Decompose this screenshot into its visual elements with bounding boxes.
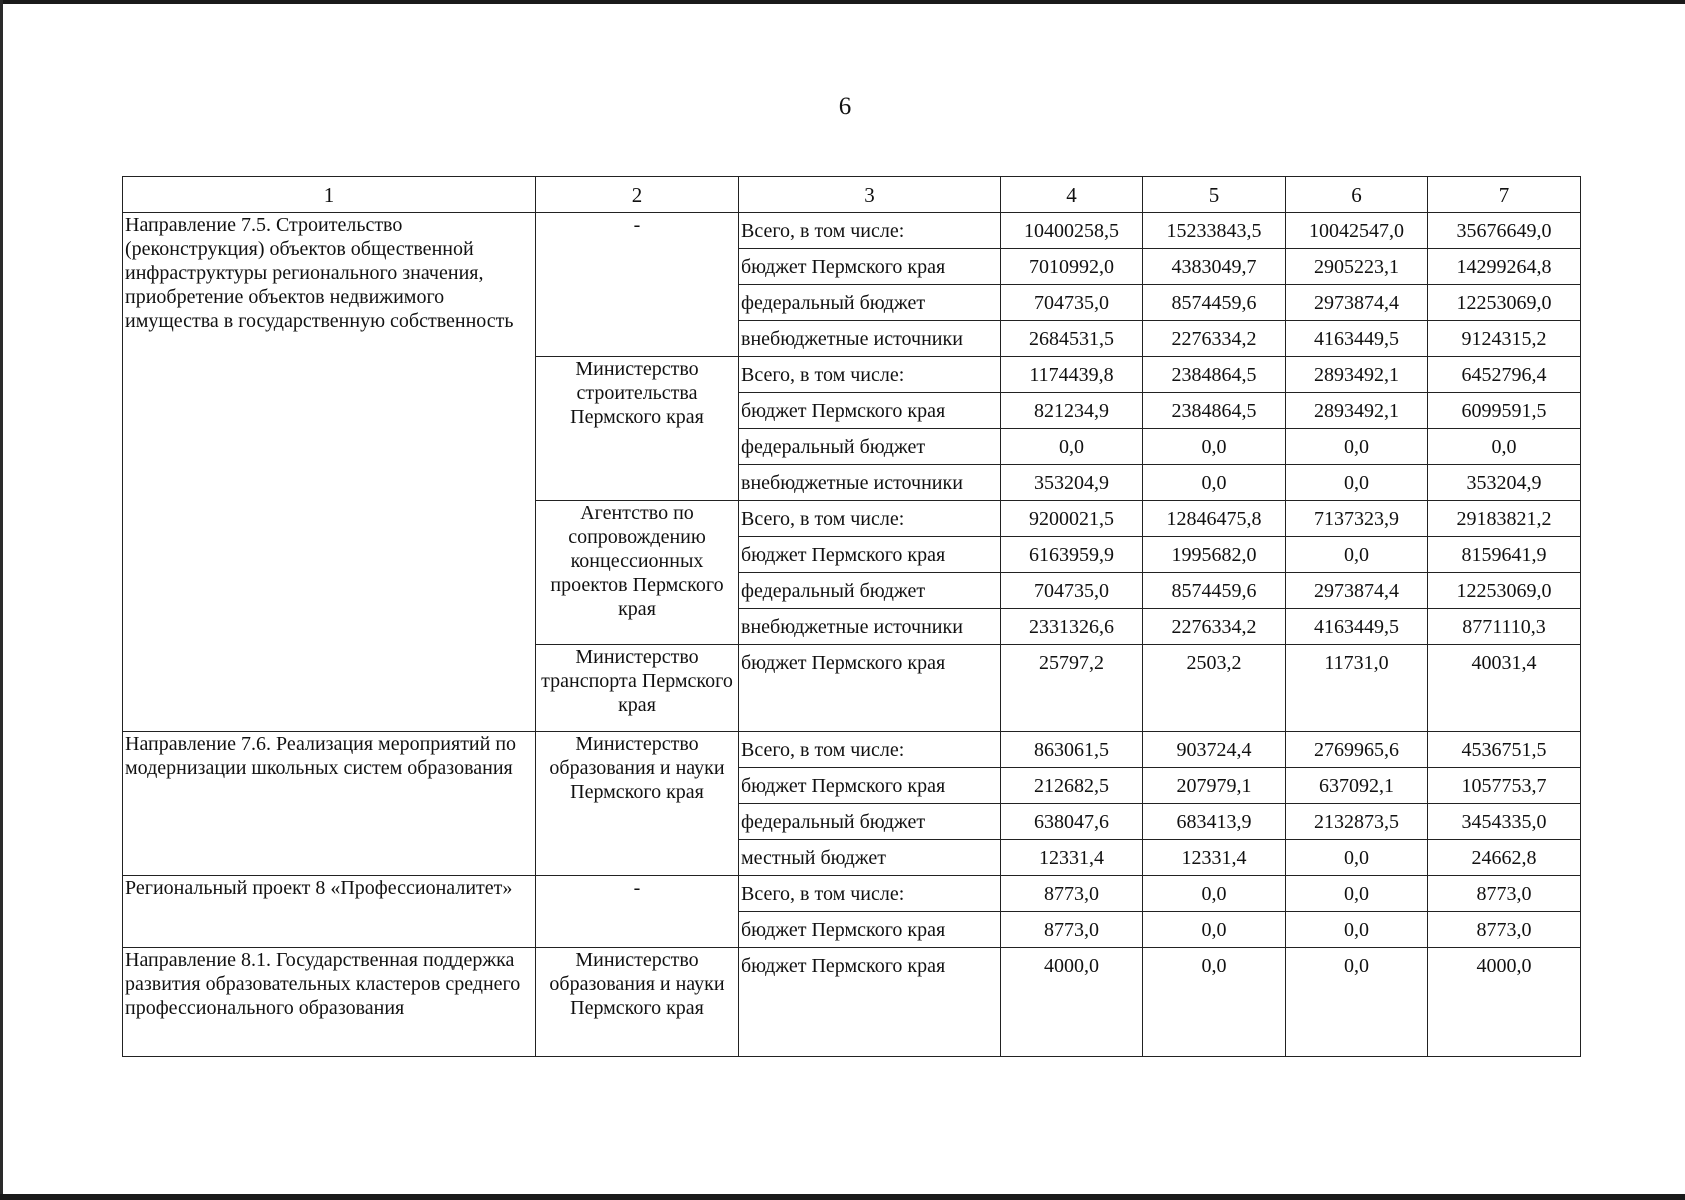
value-cell: 10400258,5 bbox=[1001, 213, 1143, 249]
direction-name: Направление 7.6. Реализация мероприятий по модернизации школьных систем образования bbox=[123, 732, 536, 876]
page-number: 6 bbox=[838, 93, 852, 120]
value-cell: 40031,4 bbox=[1428, 645, 1581, 732]
header-row bbox=[123, 177, 1581, 213]
value-cell: 4383049,7 bbox=[1143, 249, 1286, 285]
executor-name: Министерство образования и науки Пермского края bbox=[536, 732, 739, 876]
value-cell: 2384864,5 bbox=[1143, 393, 1286, 429]
direction-name: Направление 7.5. Строительство (реконструкция) объектов общественной инфраструктуры регионального значения, приобретение объектов недвижимого имущества в государственную собственность bbox=[123, 213, 536, 732]
funding-source-label: внебюджетные источники bbox=[739, 609, 1001, 645]
value-cell: 0,0 bbox=[1286, 912, 1428, 948]
executor-name: - bbox=[536, 876, 739, 948]
value-cell: 12253069,0 bbox=[1428, 573, 1581, 609]
value-cell: 2893492,1 bbox=[1286, 357, 1428, 393]
value-cell: 25797,2 bbox=[1001, 645, 1143, 732]
value-cell: 7010992,0 bbox=[1001, 249, 1143, 285]
value-cell: 0,0 bbox=[1001, 429, 1143, 465]
funding-source-label: Всего, в том числе: bbox=[739, 357, 1001, 393]
value-cell: 6099591,5 bbox=[1428, 393, 1581, 429]
value-cell: 8574459,6 bbox=[1143, 285, 1286, 321]
value-cell: 1995682,0 bbox=[1143, 537, 1286, 573]
funding-source-label: бюджет Пермского края bbox=[739, 768, 1001, 804]
value-cell: 8773,0 bbox=[1001, 876, 1143, 912]
value-cell: 821234,9 bbox=[1001, 393, 1143, 429]
value-cell: 2684531,5 bbox=[1001, 321, 1143, 357]
header-cell-7: 7 bbox=[1428, 177, 1581, 213]
value-cell: 4163449,5 bbox=[1286, 321, 1428, 357]
value-cell: 9200021,5 bbox=[1001, 501, 1143, 537]
value-cell: 638047,6 bbox=[1001, 804, 1143, 840]
value-cell: 2384864,5 bbox=[1143, 357, 1286, 393]
value-cell: 0,0 bbox=[1143, 429, 1286, 465]
value-cell: 2276334,2 bbox=[1143, 321, 1286, 357]
table-row bbox=[123, 948, 1581, 1057]
value-cell: 207979,1 bbox=[1143, 768, 1286, 804]
executor-name: Министерство строительства Пермского края bbox=[536, 357, 739, 501]
value-cell: 2769965,6 bbox=[1286, 732, 1428, 768]
funding-source-label: внебюджетные источники bbox=[739, 321, 1001, 357]
value-cell: 2331326,6 bbox=[1001, 609, 1143, 645]
value-cell: 0,0 bbox=[1286, 537, 1428, 573]
value-cell: 2973874,4 bbox=[1286, 573, 1428, 609]
value-cell: 8773,0 bbox=[1001, 912, 1143, 948]
value-cell: 8773,0 bbox=[1428, 912, 1581, 948]
funding-source-label: Всего, в том числе: bbox=[739, 501, 1001, 537]
value-cell: 0,0 bbox=[1143, 912, 1286, 948]
executor-name: Агентство по сопровождению концессионных проектов Пермского края bbox=[536, 501, 739, 645]
value-cell: 6452796,4 bbox=[1428, 357, 1581, 393]
value-cell: 1057753,7 bbox=[1428, 768, 1581, 804]
header-cell-1: 1 bbox=[123, 177, 536, 213]
value-cell: 903724,4 bbox=[1143, 732, 1286, 768]
scan-border-top bbox=[0, 0, 1685, 4]
funding-source-label: бюджет Пермского края bbox=[739, 537, 1001, 573]
funding-source-label: федеральный бюджет bbox=[739, 429, 1001, 465]
value-cell: 353204,9 bbox=[1428, 465, 1581, 501]
value-cell: 4000,0 bbox=[1428, 948, 1581, 1057]
funding-source-label: бюджет Пермского края bbox=[739, 393, 1001, 429]
funding-source-label: федеральный бюджет bbox=[739, 804, 1001, 840]
funding-source-label: бюджет Пермского края bbox=[739, 645, 1001, 732]
value-cell: 11731,0 bbox=[1286, 645, 1428, 732]
value-cell: 7137323,9 bbox=[1286, 501, 1428, 537]
value-cell: 10042547,0 bbox=[1286, 213, 1428, 249]
value-cell: 4163449,5 bbox=[1286, 609, 1428, 645]
value-cell: 863061,5 bbox=[1001, 732, 1143, 768]
value-cell: 0,0 bbox=[1143, 465, 1286, 501]
value-cell: 704735,0 bbox=[1001, 573, 1143, 609]
funding-source-label: Всего, в том числе: bbox=[739, 213, 1001, 249]
executor-name: Министерство транспорта Пермского края bbox=[536, 645, 739, 732]
table-row bbox=[123, 732, 1581, 768]
value-cell: 8773,0 bbox=[1428, 876, 1581, 912]
value-cell: 353204,9 bbox=[1001, 465, 1143, 501]
table-row bbox=[123, 876, 1581, 912]
funding-source-label: Всего, в том числе: bbox=[739, 732, 1001, 768]
value-cell: 12331,4 bbox=[1001, 840, 1143, 876]
value-cell: 0,0 bbox=[1286, 840, 1428, 876]
value-cell: 212682,5 bbox=[1001, 768, 1143, 804]
value-cell: 14299264,8 bbox=[1428, 249, 1581, 285]
funding-source-label: внебюджетные источники bbox=[739, 465, 1001, 501]
direction-name: Направление 8.1. Государственная поддержка развития образовательных кластеров среднего профессионального образования bbox=[123, 948, 536, 1057]
value-cell: 6163959,9 bbox=[1001, 537, 1143, 573]
value-cell: 8771110,3 bbox=[1428, 609, 1581, 645]
value-cell: 0,0 bbox=[1286, 876, 1428, 912]
value-cell: 15233843,5 bbox=[1143, 213, 1286, 249]
funding-source-label: Всего, в том числе: bbox=[739, 876, 1001, 912]
value-cell: 35676649,0 bbox=[1428, 213, 1581, 249]
table-row bbox=[123, 213, 1581, 249]
value-cell: 0,0 bbox=[1286, 465, 1428, 501]
value-cell: 4536751,5 bbox=[1428, 732, 1581, 768]
header-cell-2: 2 bbox=[536, 177, 739, 213]
value-cell: 0,0 bbox=[1143, 876, 1286, 912]
header-cell-3: 3 bbox=[739, 177, 1001, 213]
value-cell: 0,0 bbox=[1286, 948, 1428, 1057]
value-cell: 4000,0 bbox=[1001, 948, 1143, 1057]
value-cell: 2132873,5 bbox=[1286, 804, 1428, 840]
value-cell: 9124315,2 bbox=[1428, 321, 1581, 357]
value-cell: 683413,9 bbox=[1143, 804, 1286, 840]
value-cell: 12846475,8 bbox=[1143, 501, 1286, 537]
scan-border-bottom bbox=[0, 1194, 1685, 1200]
value-cell: 29183821,2 bbox=[1428, 501, 1581, 537]
value-cell: 704735,0 bbox=[1001, 285, 1143, 321]
project-name: Региональный проект 8 «Профессионалитет» bbox=[123, 876, 536, 948]
header-cell-4: 4 bbox=[1001, 177, 1143, 213]
value-cell: 8159641,9 bbox=[1428, 537, 1581, 573]
value-cell: 3454335,0 bbox=[1428, 804, 1581, 840]
value-cell: 24662,8 bbox=[1428, 840, 1581, 876]
value-cell: 0,0 bbox=[1286, 429, 1428, 465]
scan-border-left bbox=[0, 0, 3, 1200]
value-cell: 2503,2 bbox=[1143, 645, 1286, 732]
header-cell-6: 6 bbox=[1286, 177, 1428, 213]
value-cell: 2905223,1 bbox=[1286, 249, 1428, 285]
executor-name: Министерство образования и науки Пермского края bbox=[536, 948, 739, 1057]
value-cell: 2893492,1 bbox=[1286, 393, 1428, 429]
value-cell: 2973874,4 bbox=[1286, 285, 1428, 321]
funding-source-label: федеральный бюджет bbox=[739, 573, 1001, 609]
value-cell: 637092,1 bbox=[1286, 768, 1428, 804]
value-cell: 0,0 bbox=[1143, 948, 1286, 1057]
value-cell: 12331,4 bbox=[1143, 840, 1286, 876]
funding-source-label: бюджет Пермского края bbox=[739, 249, 1001, 285]
executor-name: - bbox=[536, 213, 739, 357]
value-cell: 0,0 bbox=[1428, 429, 1581, 465]
value-cell: 1174439,8 bbox=[1001, 357, 1143, 393]
value-cell: 8574459,6 bbox=[1143, 573, 1286, 609]
funding-source-label: местный бюджет bbox=[739, 840, 1001, 876]
header-cell-5: 5 bbox=[1143, 177, 1286, 213]
value-cell: 2276334,2 bbox=[1143, 609, 1286, 645]
value-cell: 12253069,0 bbox=[1428, 285, 1581, 321]
budget-table bbox=[122, 176, 1581, 1057]
funding-source-label: бюджет Пермского края bbox=[739, 948, 1001, 1057]
funding-source-label: федеральный бюджет bbox=[739, 285, 1001, 321]
funding-source-label: бюджет Пермского края bbox=[739, 912, 1001, 948]
